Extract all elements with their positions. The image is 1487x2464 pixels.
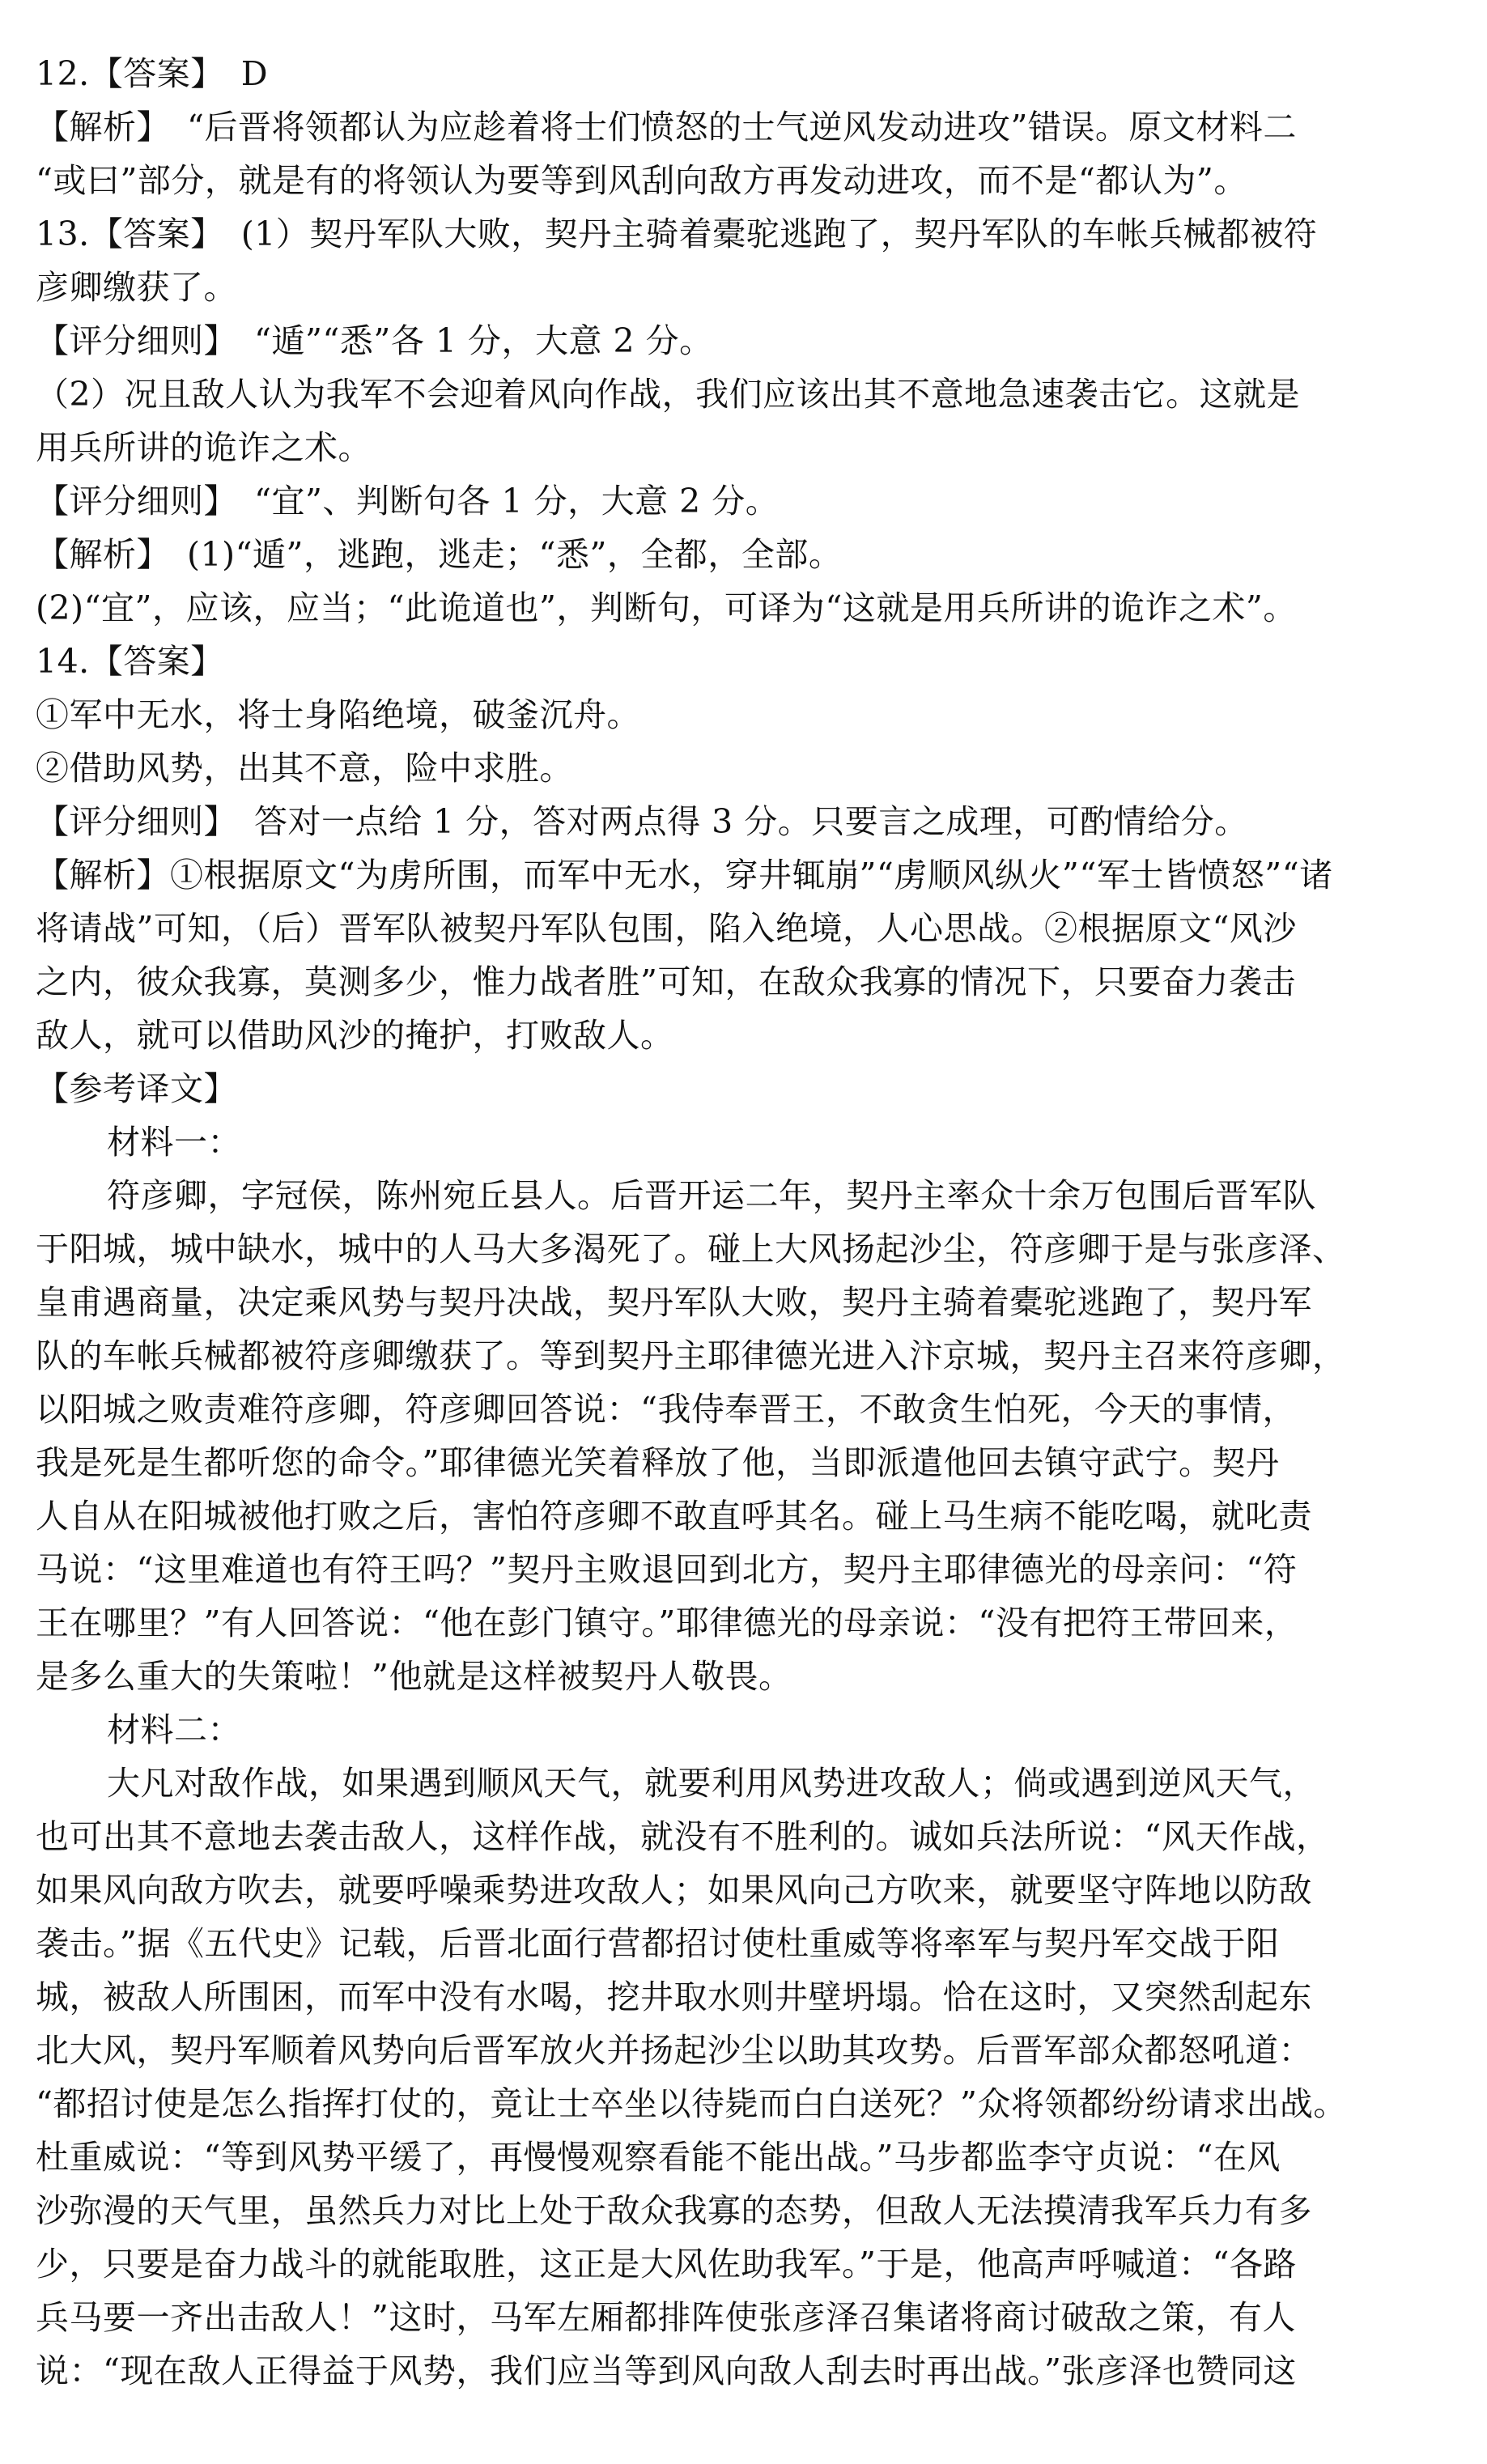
material2-line: 少，只要是奋力战斗的就能取胜，这正是大风佐助我军。”于是，他高声呼喊道：“各路 [36, 2245, 1297, 2283]
material2-line: 大凡对敌作战，如果遇到顺风天气，就要利用风势进攻敌人；倘或遇到逆风天气， [107, 1764, 1316, 1803]
q14-rubric: 【评分细则】 答对一点给 1 分，答对两点得 3 分。只要言之成理，可酌情给分。 [36, 802, 1248, 841]
q13-analysis-line: (2)“宜”，应该，应当；“此诡道也”，判断句，可译为“这就是用兵所讲的诡诈之术”。 [36, 588, 1297, 627]
material2-line: “都招讨使是怎么指挥打仗的，竟让士卒坐以待毙而白白送死？”众将领都纷纷请求出战。 [36, 2084, 1347, 2123]
q14-analysis-line: 【解析】①根据原文“为虏所围，而军中无水，穿井辄崩”“虏顺风纵火”“军士皆愤怒”“诸 [36, 856, 1333, 894]
material2-line: 也可出其不意地去袭击敌人，这样作战，就没有不胜利的。诚如兵法所说：“风天作战， [36, 1817, 1330, 1856]
q13-answer-line: 13.【答案】 (1）契丹军队大败，契丹主骑着橐驼逃跑了，契丹军队的车帐兵械都被符 [36, 215, 1318, 253]
material2-line: 如果风向敌方吹去，就要呼噪乘势进攻敌人；如果风向己方吹来，就要坚守阵地以防敌 [36, 1871, 1312, 1910]
material2-line: 说：“现在敌人正得益于风势，我们应当等到风向敌人刮去时再出战。”张彦泽也赞同这 [36, 2351, 1297, 2390]
material2-line: 杜重威说：“等到风势平缓了，再慢慢观察看能不能出战。”马步都监李守贞说：“在风 [36, 2138, 1281, 2177]
q14-answer-label: 14.【答案】 [36, 642, 224, 681]
q12-analysis-line: 【解析】 “后晋将领都认为应趁着将士们愤怒的士气逆风发动进攻”错误。原文材料二 [36, 108, 1297, 147]
material1-line: 人自从在阳城被他打败之后，害怕符彦卿不敢直呼其名。碰上马生病不能吃喝，就叱责 [36, 1497, 1312, 1536]
material2-line: 城，被敌人所围困，而军中没有水喝，挖井取水则井壁坍塌。恰在这时，又突然刮起东 [36, 1978, 1312, 2016]
q12-analysis-line: “或曰”部分，就是有的将领认为要等到风刮向敌方再发动进攻，而不是“都认为”。 [36, 161, 1247, 200]
material1-line: 王在哪里？”有人回答说：“他在彭门镇守。”耶律德光的母亲说：“没有把符王带回来， [36, 1604, 1298, 1642]
q14-analysis-line: 之内，彼众我寡，莫测多少，惟力战者胜”可知，在敌众我寡的情况下，只要奋力袭击 [36, 962, 1296, 1001]
q13-answer-line: 彦卿缴获了。 [36, 268, 237, 307]
material2-label: 材料二： [107, 1710, 241, 1749]
material1-line: 是多么重大的失策啦！”他就是这样被契丹人敬畏。 [36, 1657, 792, 1696]
q13-rubric-1: 【评分细则】 “遁”“悉”各 1 分，大意 2 分。 [36, 321, 713, 360]
material1-label: 材料一： [107, 1123, 241, 1162]
material1-line: 我是死是生都听您的命令。”耶律德光笑着释放了他，当即派遣他回去镇守武宁。契丹 [36, 1443, 1280, 1482]
material1-line: 于阳城，城中缺水，城中的人马大多渴死了。碰上大风扬起沙尘，符彦卿于是与张彦泽、 [36, 1230, 1346, 1268]
material2-line: 北大风，契丹军顺着风势向后晋军放火并扬起沙尘以助其攻势。后晋军部众都怒吼道： [36, 2031, 1312, 2070]
material1-line: 队的车帐兵械都被符彦卿缴获了。等到契丹主耶律德光进入汴京城，契丹主召来符彦卿， [36, 1336, 1346, 1375]
q13-part2-line: 用兵所讲的诡诈之术。 [36, 428, 372, 467]
material1-line: 以阳城之败责难符彦卿，符彦卿回答说：“我侍奉晋王，不敢贪生怕死，今天的事情， [36, 1390, 1296, 1429]
q13-part2-line: （2）况且敌人认为我军不会迎着风向作战，我们应该出其不意地急速袭击它。这就是 [36, 375, 1301, 414]
material2-line: 袭击。”据《五代史》记载，后晋北面行营都招讨使杜重威等将率军与契丹军交战于阳 [36, 1924, 1280, 1963]
material2-line: 沙弥漫的天气里，虽然兵力对比上处于敌众我寡的态势，但敌人无法摸清我军兵力有多 [36, 2191, 1312, 2230]
q12-answer: 12.【答案】 D [36, 54, 269, 93]
q14-point: ①军中无水，将士身陷绝境，破釜沉舟。 [36, 695, 640, 734]
translation-heading: 【参考译文】 [36, 1069, 237, 1108]
q13-rubric-2: 【评分细则】 “宜”、判断句各 1 分，大意 2 分。 [36, 482, 780, 520]
material1-line: 皇甫遇商量，决定乘风势与契丹决战，契丹军队大败，契丹主骑着橐驼逃跑了，契丹军 [36, 1283, 1312, 1322]
q14-analysis-line: 敌人，就可以借助风沙的掩护，打败敌人。 [36, 1016, 674, 1055]
material1-line: 符彦卿，字冠侯，陈州宛丘县人。后晋开运二年，契丹主率众十余万包围后晋军队 [107, 1176, 1316, 1215]
q14-analysis-line: 将请战”可知，（后）晋军队被契丹军队包围，陷入绝境，人心思战。②根据原文“风沙 [36, 909, 1297, 948]
material1-line: 马说：“这里难道也有符王吗？”契丹主败退回到北方，契丹主耶律德光的母亲问：“符 [36, 1550, 1298, 1589]
material2-line: 兵马要一齐出击敌人！”这时，马军左厢都排阵使张彦泽召集诸将商讨破敌之策，有人 [36, 2298, 1296, 2337]
q14-point: ②借助风势，出其不意，险中求胜。 [36, 749, 573, 788]
q13-analysis-line: 【解析】 (1)“遁”，逃跑，逃走；“悉”，全都，全部。 [36, 535, 843, 574]
